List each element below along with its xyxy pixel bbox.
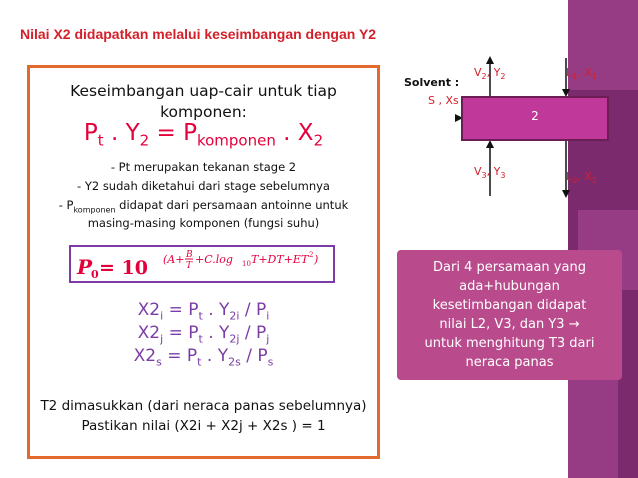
stream-text: V	[474, 66, 482, 79]
stream-sub: 3	[481, 171, 487, 181]
summary-callout	[397, 250, 622, 380]
formula-base: = 10	[99, 257, 148, 279]
footer-line-2: Pastikan nilai (X2i + X2j + X2s ) = 1	[81, 418, 326, 434]
callout-line: kesetimbangan didapat	[432, 298, 587, 313]
antoine-formula-box	[69, 245, 335, 283]
note-line-4: masing-masing komponen (fungsi suhu)	[87, 216, 320, 230]
heading-line-1: Keseimbangan uap-cair untuk tiap	[70, 82, 337, 100]
eq-term: Y	[125, 120, 140, 146]
eq-sub: t	[197, 355, 202, 369]
eq-sub: t	[97, 131, 104, 150]
main-content-box	[27, 65, 380, 459]
strip-square	[568, 380, 618, 478]
stream-sub: 1	[591, 72, 597, 82]
eq-term: . Y	[202, 300, 230, 320]
equation-x2s	[30, 346, 377, 368]
eq-term: X2	[137, 323, 161, 343]
stream-sub: 2	[500, 72, 506, 82]
stream-sub: 2	[591, 176, 597, 186]
eq-term: . Y	[202, 323, 230, 343]
note-text: didapat dari persamaan antoinne untuk	[115, 198, 349, 212]
stream-sub: 2	[481, 72, 487, 82]
eq-term: X2	[137, 300, 161, 320]
note-line-3	[30, 198, 377, 214]
stream-text: ,	[486, 66, 494, 79]
stream-v2-y2	[474, 66, 505, 81]
stream-sub: 2	[572, 176, 578, 186]
note-line-1: - Pt merupakan tekanan stage 2	[110, 160, 297, 174]
stream-l2-x2	[566, 170, 597, 185]
eq-sub: j	[160, 332, 164, 346]
stream-text: L	[566, 66, 573, 79]
stream-text: ,	[577, 66, 585, 79]
equation-x2i	[30, 300, 377, 322]
callout-line: Dari 4 persamaan yang	[433, 260, 586, 275]
callout-line: untuk menghitung T3 dari	[424, 336, 595, 351]
eq-sub: s	[267, 355, 274, 369]
formula-lhs: P	[77, 255, 93, 279]
formula-lhs-sub: 0	[91, 268, 99, 281]
eq-sub: s	[156, 355, 162, 369]
note-sub: komponen	[73, 205, 116, 215]
stage-2-box	[461, 96, 609, 141]
stream-text: X	[584, 170, 592, 183]
stream-sub: 1	[572, 72, 578, 82]
callout-line: nilai L2, V3, dan Y3 →	[439, 317, 580, 332]
eq-sub: j	[266, 332, 270, 346]
eq-sub: 2i	[229, 309, 240, 323]
formula-exp-post: +C.log	[195, 253, 233, 266]
eq-term: P	[183, 120, 197, 146]
footer-line-1: T2 dimasukkan (dari neraca panas sebelumnya)	[40, 398, 367, 414]
eq-term: / P	[239, 323, 267, 343]
eq-term: / P	[239, 300, 267, 320]
equation-x2j	[30, 323, 377, 345]
eq-term: = P	[163, 300, 199, 320]
note-text: - P	[58, 198, 74, 212]
solvent-label: Solvent :	[404, 76, 460, 89]
eq-sub: i	[160, 309, 164, 323]
eq-sub: 2s	[228, 355, 241, 369]
callout-line: neraca panas	[465, 355, 554, 370]
stream-text: Y	[493, 66, 501, 79]
stage-label: 2	[531, 109, 539, 123]
formula-exp-tail: T+DT+ET	[251, 253, 309, 266]
callout-line: ada+hubungan	[459, 279, 560, 294]
eq-sub: t	[198, 332, 203, 346]
eq-term: .	[103, 120, 126, 146]
solvent-composition: S , Xs	[428, 94, 459, 107]
stream-v3-y3	[474, 165, 505, 180]
eq-term: . Y	[201, 346, 229, 366]
formula-log-sub: 10	[242, 260, 251, 268]
eq-term: =	[149, 120, 184, 146]
note-line-2: - Y2 sudah diketahui dari stage sebelumnya	[77, 179, 330, 193]
stream-text: ,	[577, 170, 585, 183]
formula-close: )	[314, 253, 319, 266]
formula-frac-den: T	[186, 261, 193, 271]
eq-sub: t	[198, 309, 203, 323]
eq-term: / P	[240, 346, 268, 366]
eq-term: .	[275, 120, 298, 146]
eq-sub: i	[266, 309, 270, 323]
slide-title: Nilai X2 didapatkan melalui keseimbangan dengan Y2	[20, 26, 377, 42]
antoine-formula	[71, 247, 333, 281]
stream-text: Y	[493, 165, 501, 178]
eq-term: X	[297, 120, 314, 146]
eq-term: = P	[163, 323, 199, 343]
stream-text: L	[566, 170, 573, 183]
formula-frac-num: B	[186, 250, 193, 260]
stream-text: X	[584, 66, 592, 79]
big-equation	[30, 120, 377, 150]
eq-sub: 2j	[229, 332, 240, 346]
stream-l1-x1	[566, 66, 597, 81]
stream-text: ,	[486, 165, 494, 178]
formula-exp-power: 2	[309, 251, 314, 259]
eq-term: P	[83, 120, 98, 146]
heading-line-2: komponen:	[160, 103, 247, 121]
eq-sub: komponen	[196, 131, 276, 150]
eq-sub: 2	[139, 131, 150, 150]
stream-text: V	[474, 165, 482, 178]
formula-exp-pre: (A+	[163, 253, 185, 266]
eq-term: X2	[133, 346, 157, 366]
stream-sub: 3	[500, 171, 506, 181]
eq-sub: 2	[313, 131, 324, 150]
eq-term: = P	[161, 346, 198, 366]
